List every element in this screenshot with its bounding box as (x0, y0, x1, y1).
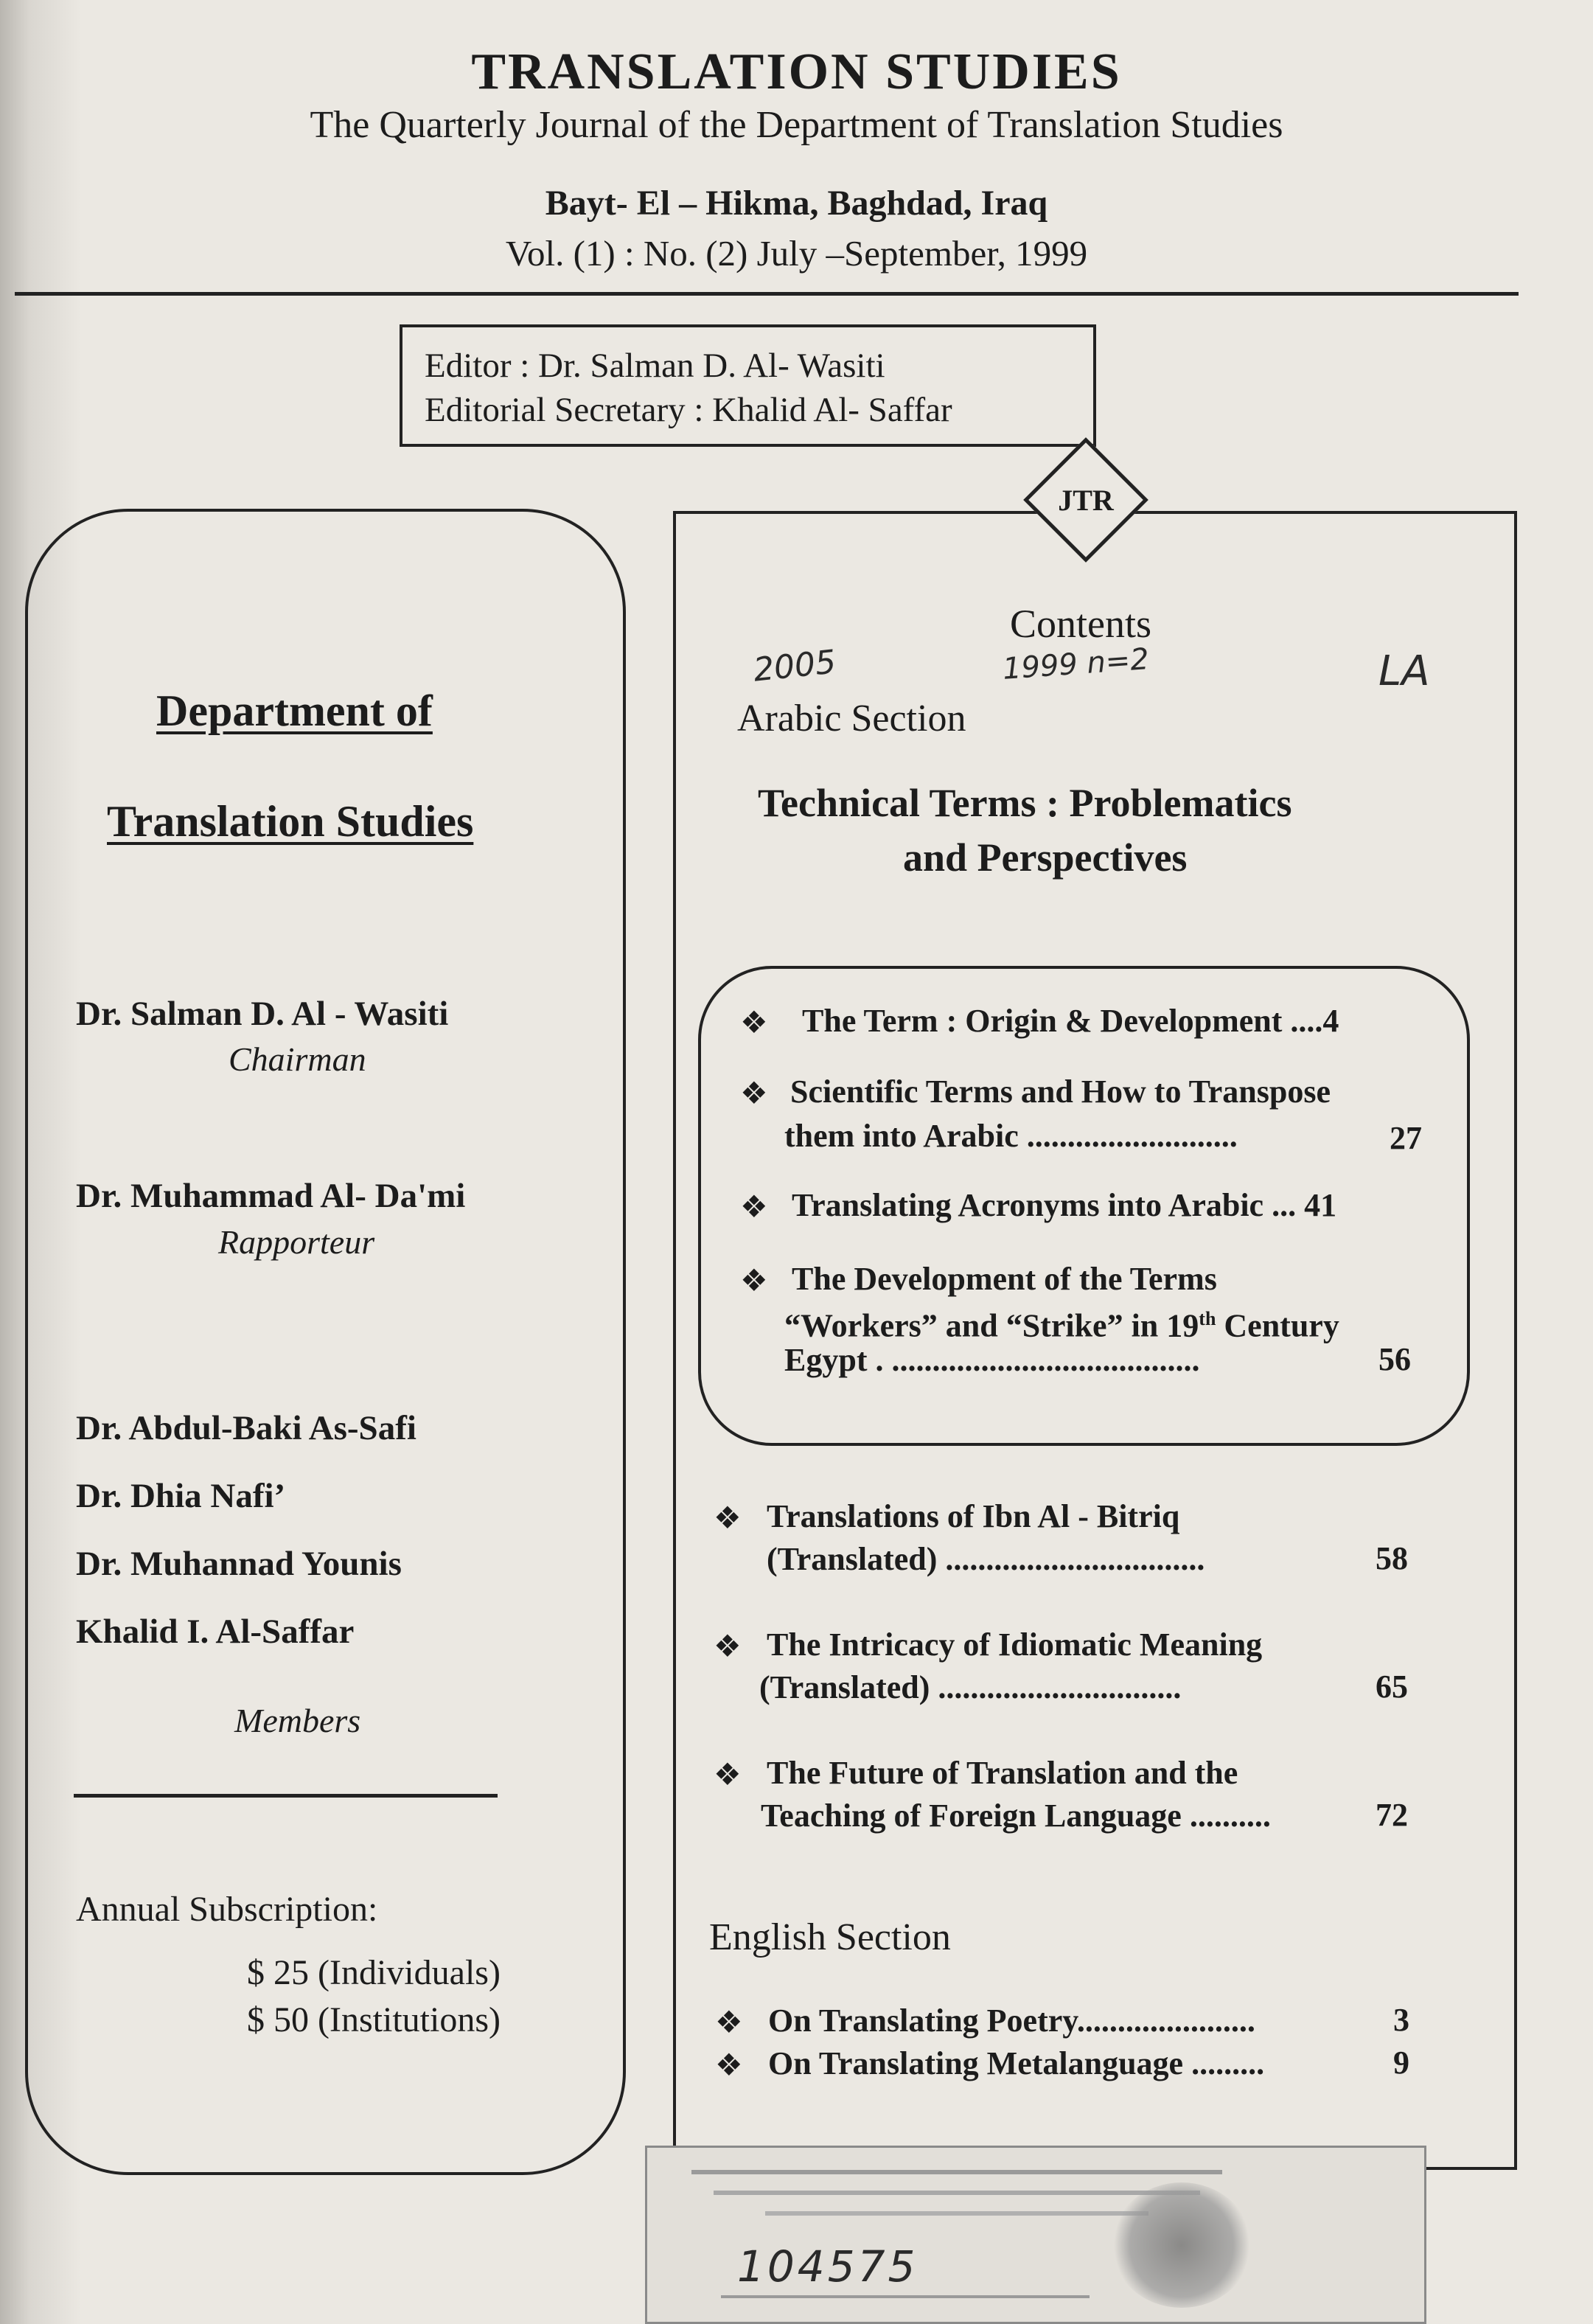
page-number: 65 (1376, 1669, 1408, 1705)
journal-subtitle: The Quarterly Journal of the Department of Translation Studies (310, 104, 1283, 146)
department-heading-line1: Department of (156, 686, 433, 735)
contents-entry: Egypt . ...................................... (784, 1342, 1200, 1378)
arabic-section-heading: Arabic Section (737, 697, 966, 740)
subscription-label: Annual Subscription: (76, 1890, 378, 1929)
page-number: 72 (1376, 1797, 1408, 1833)
bullet-icon: ❖ (740, 1077, 768, 1111)
editor-box (400, 324, 1096, 447)
subscription-divider (74, 1794, 498, 1798)
contents-entry: Translations of Ibn Al - Bitriq (767, 1498, 1180, 1534)
ordinal-suffix: th (1199, 1308, 1216, 1329)
contents-entry: Teaching of Foreign Language .......... (761, 1798, 1271, 1834)
bullet-icon: ❖ (714, 1758, 742, 1792)
english-section-heading: English Section (709, 1916, 951, 1958)
page-number: 56 (1378, 1341, 1411, 1377)
contents-entry: The Term : Origin & Development ....4 (802, 1003, 1339, 1039)
bullet-icon: ❖ (740, 1006, 768, 1040)
stamp-line (691, 2170, 1222, 2174)
contents-entry-part: Century (1216, 1307, 1339, 1344)
journal-location: Bayt- El – Hikma, Baghdad, Iraq (545, 184, 1048, 223)
stamp-line (714, 2191, 1200, 2195)
journal-title: TRANSLATION STUDIES (471, 44, 1122, 100)
header-rule (15, 292, 1519, 296)
department-heading-line2: Translation Studies (107, 797, 474, 846)
feature-title-line1: Technical Terms : Problematics (758, 781, 1292, 825)
chairman-role: Chairman (229, 1040, 366, 1078)
contents-entry: The Intricacy of Idiomatic Meaning (767, 1627, 1263, 1663)
contents-entry: (Translated) ................................ (767, 1541, 1205, 1577)
handwritten-note: LA (1378, 647, 1430, 695)
member-name: Dr. Dhia Nafi’ (76, 1477, 286, 1515)
members-label: Members (234, 1702, 361, 1739)
page-number: 27 (1390, 1120, 1422, 1156)
journal-volume: Vol. (1) : No. (2) July –September, 1999 (505, 233, 1088, 274)
library-stamp (645, 2146, 1426, 2324)
stamp-line (765, 2211, 1148, 2216)
contents-entry: Scientific Terms and How to Transpose (790, 1074, 1331, 1110)
member-name: Dr. Muhannad Younis (76, 1545, 402, 1583)
page-number: 3 (1393, 2002, 1409, 2038)
rapporteur-role: Rapporteur (218, 1223, 375, 1261)
contents-entry: Translating Acronyms into Arabic ... 41 (792, 1187, 1337, 1223)
feature-title-line2: and Perspectives (903, 835, 1188, 880)
rapporteur-name: Dr. Muhammad Al- Da'mi (76, 1177, 466, 1215)
bullet-icon: ❖ (714, 1502, 742, 1536)
editor-line: Editor : Dr. Salman D. Al- Wasiti (425, 347, 885, 385)
stamp-seal-icon (1112, 2182, 1252, 2308)
bullet-icon: ❖ (740, 1264, 768, 1298)
chairman-name: Dr. Salman D. Al - Wasiti (76, 995, 449, 1033)
contents-entry: them into Arabic .......................... (784, 1118, 1238, 1154)
subscription-individuals: $ 25 (Individuals) (247, 1953, 501, 1992)
stamp-accession-number: 104575 (737, 2241, 918, 2292)
contents-entry-part: “Workers” and “Strike” in 19 (784, 1307, 1199, 1344)
subscription-institutions: $ 50 (Institutions) (247, 2000, 501, 2039)
bullet-icon: ❖ (740, 1191, 768, 1225)
contents-entry: On Translating Metalanguage ......... (768, 2045, 1265, 2081)
bullet-icon: ❖ (715, 2049, 743, 2083)
member-name: Khalid I. Al-Saffar (76, 1612, 355, 1651)
bullet-icon: ❖ (714, 1630, 742, 1664)
editorial-secretary-line: Editorial Secretary : Khalid Al- Saffar (425, 391, 952, 429)
handwritten-note: 2005 (751, 643, 838, 689)
contents-entry: The Future of Translation and the (767, 1755, 1238, 1791)
page-number: 58 (1376, 1540, 1408, 1576)
stamp-line (721, 2295, 1090, 2298)
contents-entry: The Development of the Terms (792, 1261, 1217, 1297)
logo-mark: JTR (1058, 484, 1114, 517)
contents-heading: Contents (1010, 602, 1152, 646)
member-name: Dr. Abdul-Baki As-Safi (76, 1409, 416, 1447)
bullet-icon: ❖ (715, 2006, 743, 2040)
page-number: 9 (1393, 2045, 1409, 2081)
contents-entry: On Translating Poetry...................... (768, 2003, 1255, 2039)
contents-entry: (Translated) .............................. (759, 1669, 1182, 1705)
handwritten-note: 1999 n=2 (1001, 642, 1151, 686)
